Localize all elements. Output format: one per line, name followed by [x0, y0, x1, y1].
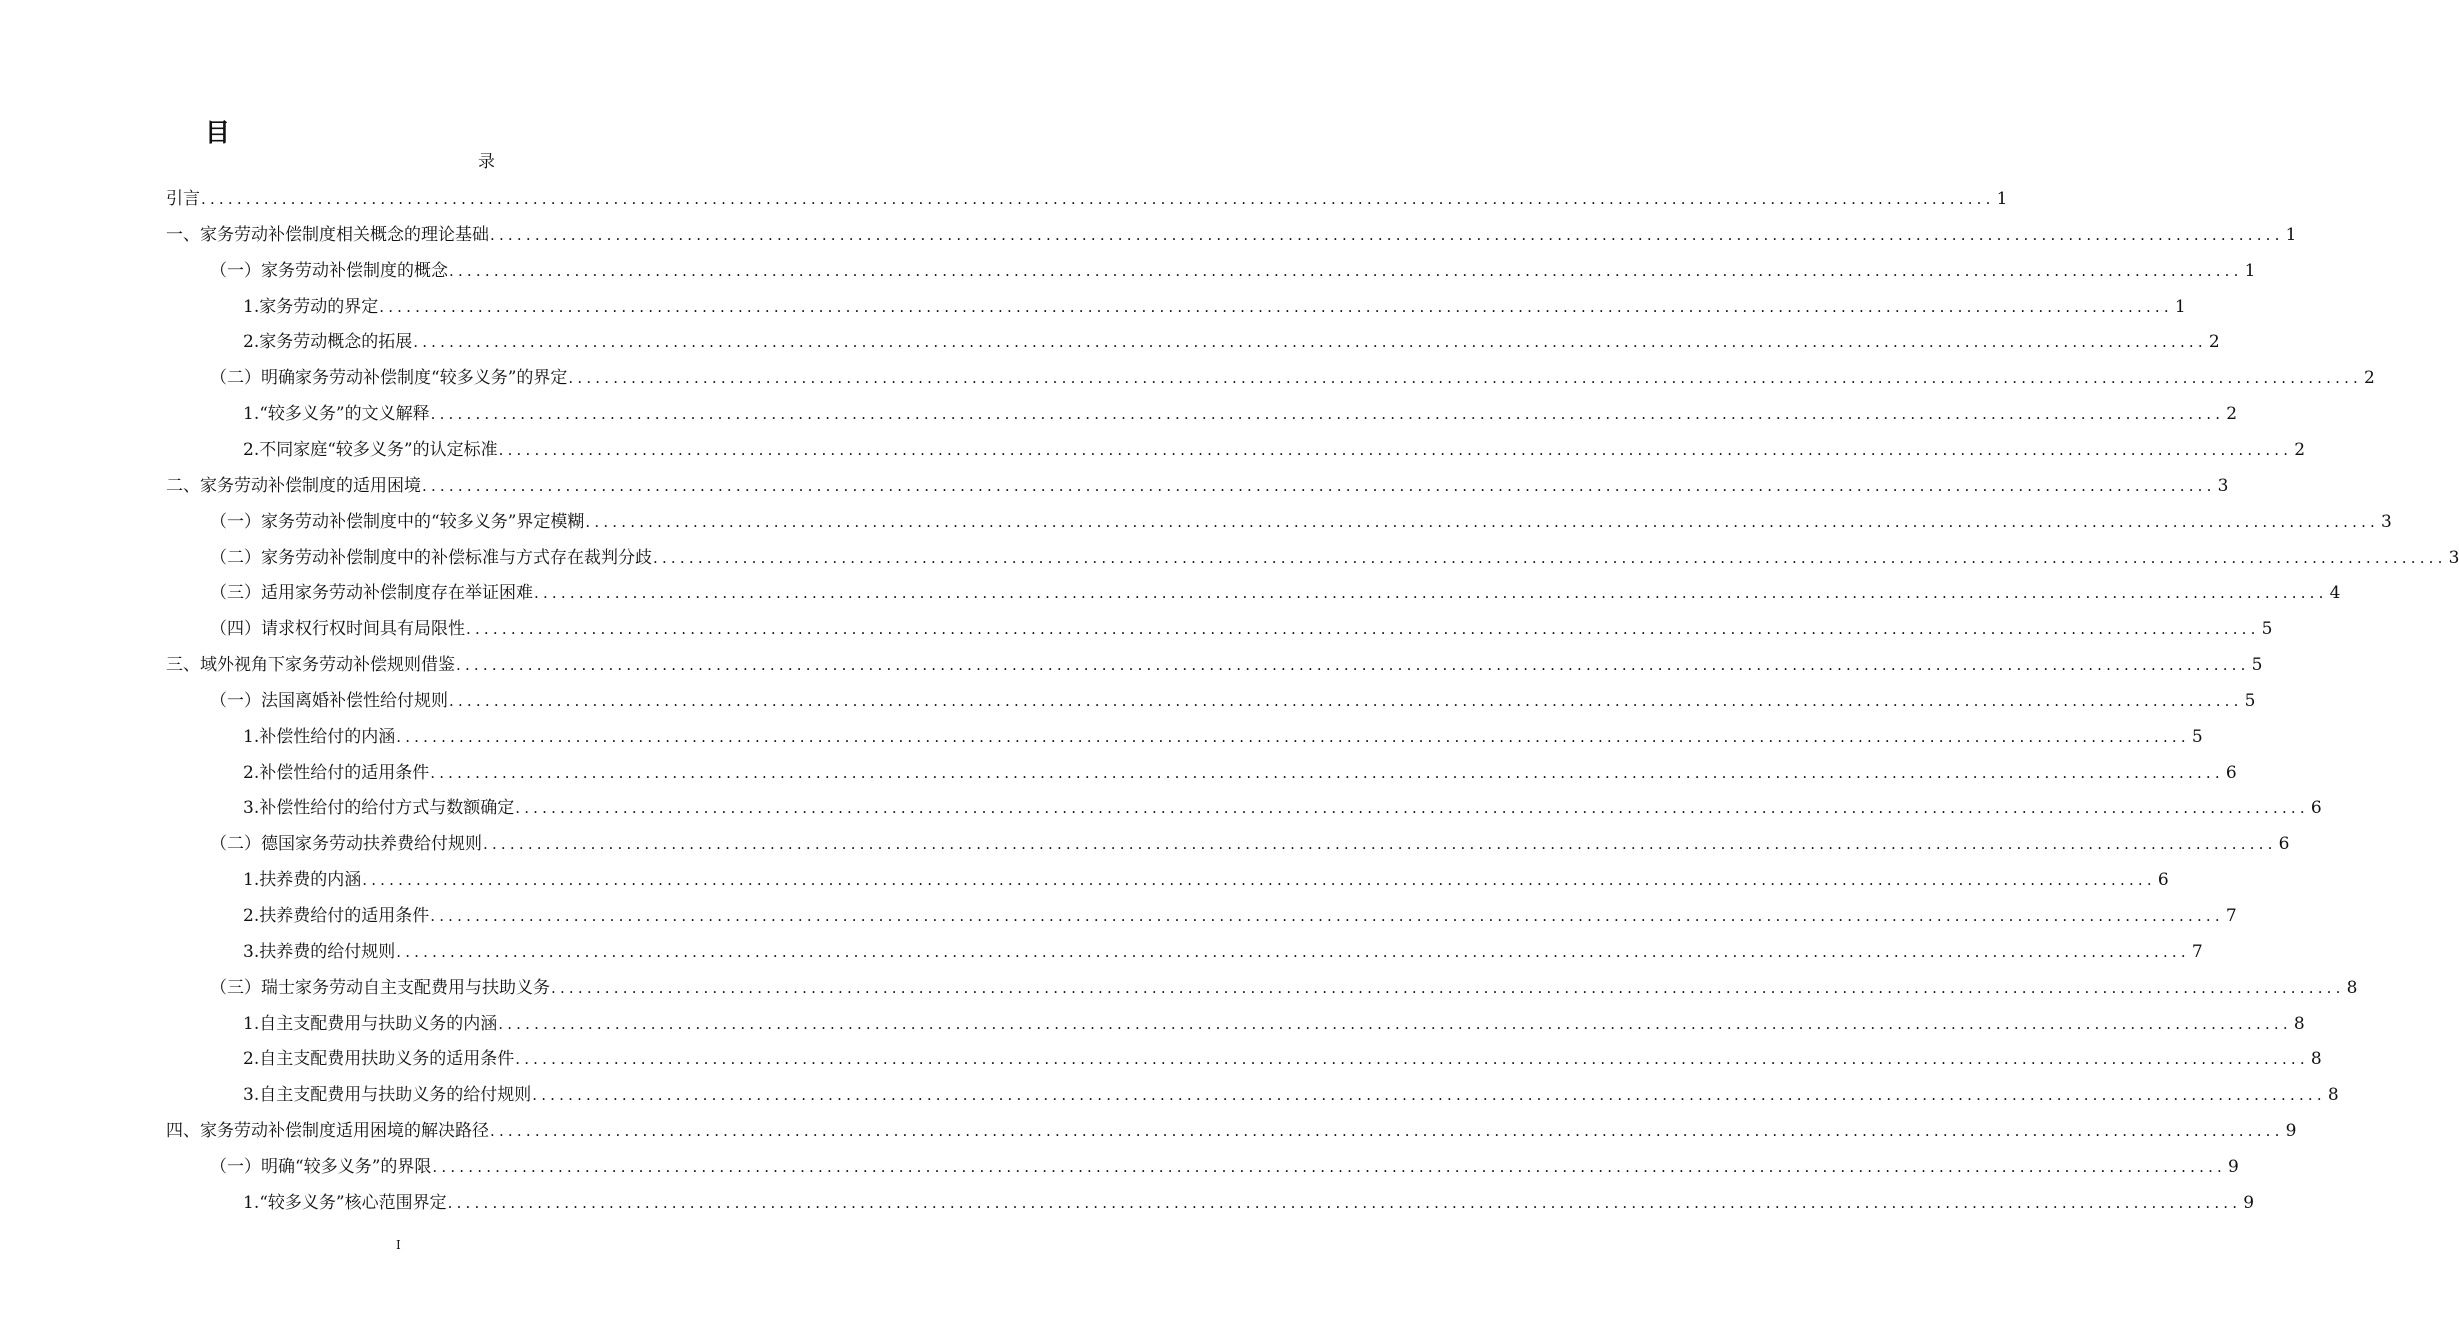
toc-entry-page: 2 — [2226, 404, 2238, 424]
toc-entry-label: （二）家务劳动补偿制度中的补偿标准与方式存在裁判分歧 — [210, 548, 652, 568]
toc-entry[interactable] — [210, 615, 2273, 641]
toc-entry[interactable] — [243, 328, 2220, 354]
toc-entry-page: 1 — [1996, 189, 2008, 209]
dot-leader: ........................................................................................................................................................................................................ — [515, 799, 2309, 817]
toc-entry-label: 1.扶养费的内涵 — [243, 870, 362, 890]
toc-entry-label: （二）德国家务劳动扶养费给付规则 — [210, 834, 482, 854]
toc-entry[interactable] — [243, 400, 2238, 426]
toc-entry[interactable] — [210, 687, 2256, 713]
toc-entry-page: 7 — [2191, 942, 2203, 962]
toc-entry-page: 1 — [2285, 225, 2297, 245]
dot-leader: ........................................................................................................................................................................................................ — [430, 764, 2224, 782]
toc-entry[interactable] — [243, 794, 2322, 820]
toc-title-first-char: 目 — [205, 118, 231, 147]
dot-leader: ........................................................................................................................................................................................................ — [498, 441, 2293, 459]
toc-entry-label: （四）请求权行权时间具有局限性 — [210, 619, 465, 639]
toc-entry-label: 3.补偿性给付的给付方式与数额确定 — [243, 798, 515, 818]
toc-entry-page: 6 — [2225, 763, 2237, 783]
dot-leader: ........................................................................................................................................................................................................ — [515, 1050, 2309, 1068]
toc-entry-page: 4 — [2329, 583, 2341, 603]
dot-leader: ........................................................................................................................................................................................................ — [498, 1015, 2292, 1033]
toc-entry[interactable] — [243, 1010, 2305, 1036]
toc-entry-page: 5 — [2191, 727, 2203, 747]
toc-entry-page: 6 — [2157, 870, 2169, 890]
toc-entry[interactable] — [210, 1153, 2239, 1179]
toc-entry-page: 1 — [2174, 297, 2186, 317]
dot-leader: ........................................................................................................................................................................................................ — [430, 405, 2225, 423]
toc-entry-page: 8 — [2346, 978, 2358, 998]
dot-leader: ........................................................................................................................................................................................................ — [379, 298, 2173, 316]
toc-entry[interactable] — [166, 221, 2297, 247]
toc-entry-page: 7 — [2225, 906, 2237, 926]
toc-entry[interactable] — [243, 938, 2203, 964]
dot-leader: ........................................................................................................................................................................................................ — [362, 871, 2156, 889]
dot-leader: ........................................................................................................................................................................................................ — [466, 620, 2260, 638]
page-number: I — [396, 1238, 401, 1252]
toc-entry-page: 9 — [2285, 1121, 2297, 1141]
toc-entry-label: 二、家务劳动补偿制度的适用困境 — [166, 476, 421, 496]
dot-leader: ........................................................................................................................................................................................................ — [396, 728, 2190, 746]
toc-title-second-char: 录 — [478, 152, 495, 172]
toc-entry[interactable] — [243, 759, 2237, 785]
toc-entry[interactable] — [210, 257, 2256, 283]
toc-entry-label: 1.家务劳动的界定 — [243, 297, 379, 317]
toc-entry[interactable] — [243, 436, 2306, 462]
toc-entry-label: （三）适用家务劳动补偿制度存在举证困难 — [210, 583, 533, 603]
dot-leader: ........................................................................................................................................................................................................ — [396, 943, 2190, 961]
toc-entry-label: 2.补偿性给付的适用条件 — [243, 763, 430, 783]
toc-entry[interactable] — [243, 902, 2237, 928]
dot-leader: ........................................................................................................................................................................................................ — [585, 513, 2380, 531]
toc-entry-label: 三、域外视角下家务劳动补偿规则借鉴 — [166, 655, 455, 675]
toc-entry-label: （一）家务劳动补偿制度的概念 — [210, 261, 448, 281]
toc-entry-label: （一）法国离婚补偿性给付规则 — [210, 691, 448, 711]
toc-entry-label: 2.不同家庭“较多义务”的认定标准 — [243, 440, 498, 460]
toc-entry-label: 3.扶养费的给付规则 — [243, 942, 396, 962]
toc-entry-label: 1.“较多义务”核心范围界定 — [243, 1193, 447, 1213]
toc-entry-label: 2.家务劳动概念的拓展 — [243, 332, 413, 352]
toc-entry-label: 一、家务劳动补偿制度相关概念的理论基础 — [166, 225, 489, 245]
toc-entry-page: 9 — [2228, 1157, 2239, 1177]
toc-entry-page: 6 — [2278, 834, 2290, 854]
toc-entry-label: 1.“较多义务”的文义解释 — [243, 404, 430, 424]
toc-entry[interactable] — [210, 974, 2358, 1000]
toc-entry[interactable] — [210, 544, 2459, 570]
dot-leader: ........................................................................................................................................................................................................ — [449, 692, 2243, 710]
toc-entry[interactable] — [210, 364, 2375, 390]
toc-entry[interactable] — [210, 508, 2392, 534]
toc-entry-label: 1.补偿性给付的内涵 — [243, 727, 396, 747]
toc-entry-page: 2 — [2208, 332, 2220, 352]
toc-entry[interactable] — [210, 579, 2341, 605]
toc-entry-page: 3 — [2381, 512, 2392, 532]
toc-entry-label: 3.自主支配费用与扶助义务的给付规则 — [243, 1085, 532, 1105]
toc-entry-label: （二）明确家务劳动补偿制度“较多义务”的界定 — [210, 368, 568, 388]
toc-entry[interactable] — [243, 1189, 2255, 1215]
toc-entry-label: （一）明确“较多义务”的界限 — [210, 1157, 432, 1177]
toc-entry-page: 3 — [2448, 548, 2459, 568]
toc-entry[interactable] — [243, 1081, 2339, 1107]
toc-entry-page: 8 — [2310, 1049, 2322, 1069]
dot-leader: ........................................................................................................................................................................................................ — [413, 333, 2207, 351]
dot-leader: ........................................................................................................................................................................................................ — [483, 835, 2277, 853]
toc-entry-page: 1 — [2244, 261, 2256, 281]
toc-entry-label: 2.扶养费给付的适用条件 — [243, 906, 430, 926]
toc-entry-page: 3 — [2217, 476, 2229, 496]
toc-entry-label: （一）家务劳动补偿制度中的“较多义务”界定模糊 — [210, 512, 585, 532]
toc-entry-label: 2.自主支配费用扶助义务的适用条件 — [243, 1049, 515, 1069]
dot-leader: ........................................................................................................................................................................................................ — [653, 549, 2447, 567]
toc-entry[interactable] — [166, 472, 2229, 498]
toc-entry[interactable] — [166, 1117, 2297, 1143]
toc-entry-page: 6 — [2310, 798, 2322, 818]
dot-leader: ........................................................................................................................................................................................................ — [201, 190, 1995, 208]
toc-entry-page: 8 — [2327, 1085, 2339, 1105]
dot-leader: ........................................................................................................................................................................................................ — [532, 1086, 2326, 1104]
dot-leader: ........................................................................................................................................................................................................ — [490, 1122, 2284, 1140]
toc-entry[interactable] — [166, 185, 2008, 211]
dot-leader: ........................................................................................................................................................................................................ — [447, 1194, 2242, 1212]
toc-entry[interactable] — [166, 651, 2263, 677]
toc-entry-page: 9 — [2243, 1193, 2255, 1213]
toc-entry-page: 2 — [2294, 440, 2306, 460]
toc-entry[interactable] — [210, 830, 2290, 856]
dot-leader: ........................................................................................................................................................................................................ — [422, 477, 2216, 495]
toc-entry-page: 2 — [2364, 368, 2375, 388]
dot-leader: ........................................................................................................................................................................................................ — [551, 979, 2345, 997]
toc-entry[interactable] — [243, 866, 2169, 892]
toc-entry-page: 5 — [2261, 619, 2273, 639]
dot-leader: ........................................................................................................................................................................................................ — [534, 584, 2328, 602]
dot-leader: ........................................................................................................................................................................................................ — [490, 226, 2284, 244]
toc-entry-label: （三）瑞士家务劳动自主支配费用与扶助义务 — [210, 978, 550, 998]
toc-entry-page: 5 — [2244, 691, 2256, 711]
toc-entry-label: 四、家务劳动补偿制度适用困境的解决路径 — [166, 1121, 489, 1141]
toc-entry[interactable] — [243, 293, 2186, 319]
dot-leader: ........................................................................................................................................................................................................ — [430, 907, 2224, 925]
toc-entry-label: 1.自主支配费用与扶助义务的内涵 — [243, 1014, 498, 1034]
dot-leader: ........................................................................................................................................................................................................ — [449, 262, 2243, 280]
dot-leader: ........................................................................................................................................................................................................ — [568, 369, 2363, 387]
toc-entry-page: 5 — [2251, 655, 2263, 675]
dot-leader: ........................................................................................................................................................................................................ — [432, 1158, 2227, 1176]
toc-entry-label: 引言 — [166, 189, 200, 209]
toc-entry[interactable] — [243, 723, 2203, 749]
toc-entry[interactable] — [243, 1045, 2322, 1071]
toc-entry-page: 8 — [2293, 1014, 2305, 1034]
dot-leader: ........................................................................................................................................................................................................ — [456, 656, 2250, 674]
